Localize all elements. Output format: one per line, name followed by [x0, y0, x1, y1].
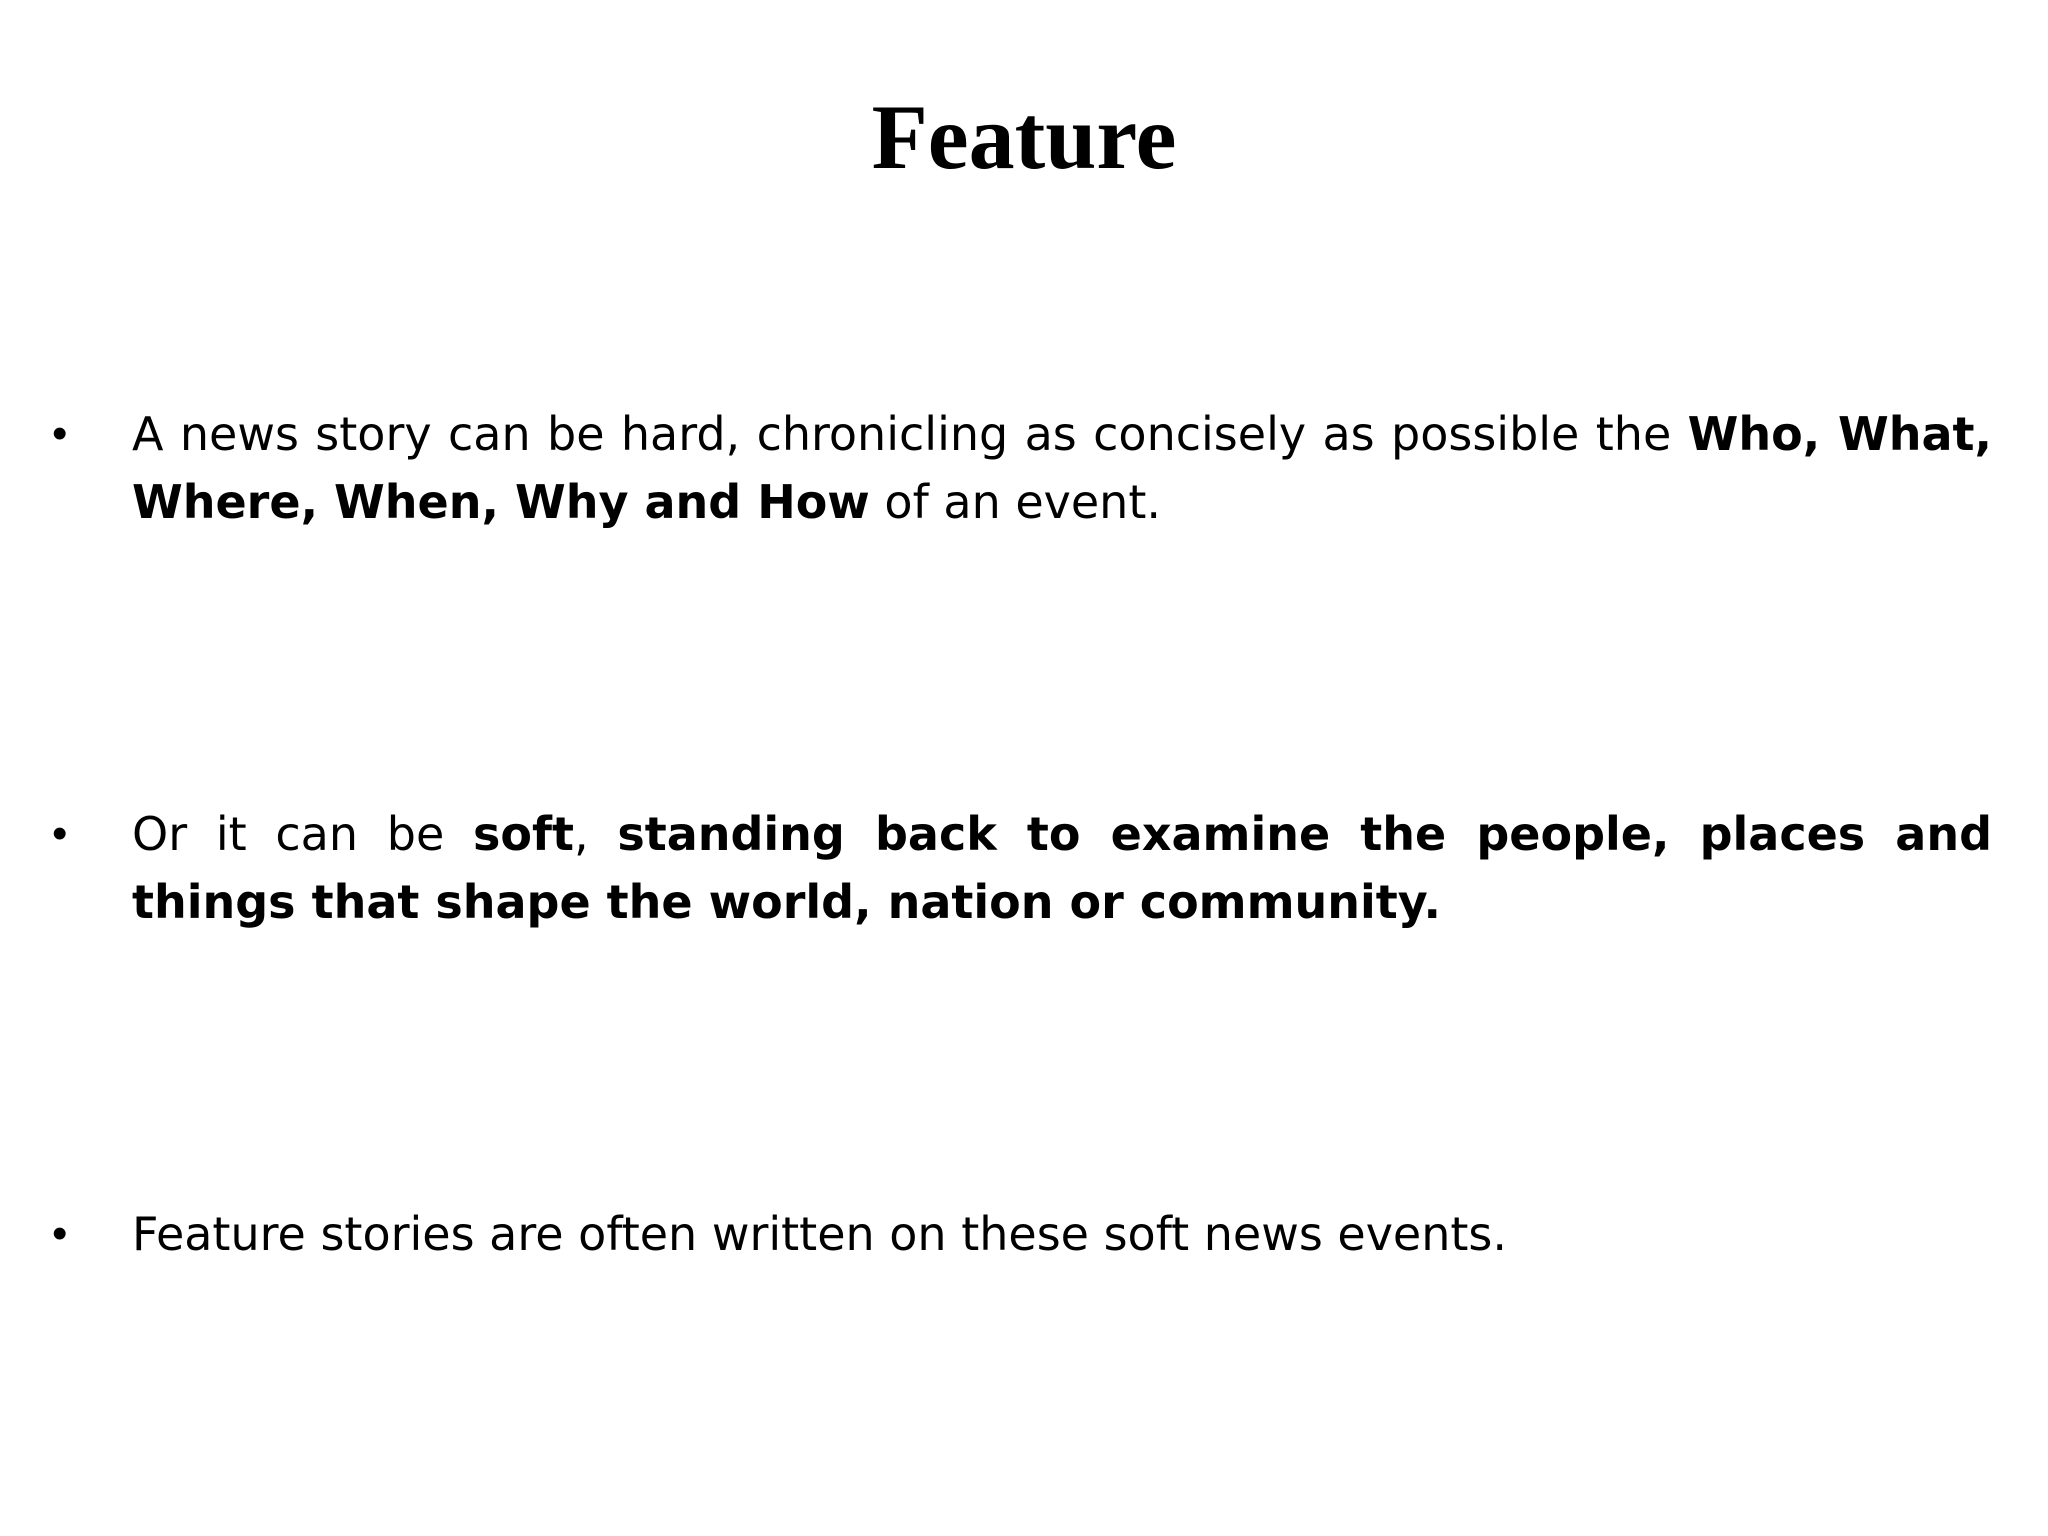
bullet-2-text-comma: ,	[573, 807, 618, 861]
bullet-3-text-regular: Feature stories are often written on these soft news events.	[132, 1207, 1508, 1261]
bullet-item-3	[52, 1200, 1992, 1268]
bullet-item-1	[52, 400, 1992, 536]
bullet-1-text-bold: Who, What, Where, When, Why and How	[132, 407, 1992, 529]
bullet-1-text-end: of an event.	[869, 475, 1161, 529]
bullet-2-text-soft: soft	[472, 807, 574, 861]
bullet-icon: •	[52, 809, 68, 858]
bullet-text-3	[132, 1200, 1992, 1268]
bullet-text-1	[132, 400, 1992, 536]
bullet-icon: •	[52, 409, 68, 458]
bullet-2-text-bold: standing back to examine the people, places and things that shape the world, nation or community.	[132, 807, 1992, 929]
bullet-2-text-regular: Or it can be	[132, 807, 473, 861]
bullet-text-2	[132, 800, 1992, 936]
bullet-icon: •	[52, 1209, 68, 1258]
bullet-1-text-regular: A news story can be hard, chronicling as concisely as possible the	[132, 407, 1688, 461]
bullet-item-2	[52, 800, 1992, 936]
slide-title: Feature	[871, 86, 1177, 188]
